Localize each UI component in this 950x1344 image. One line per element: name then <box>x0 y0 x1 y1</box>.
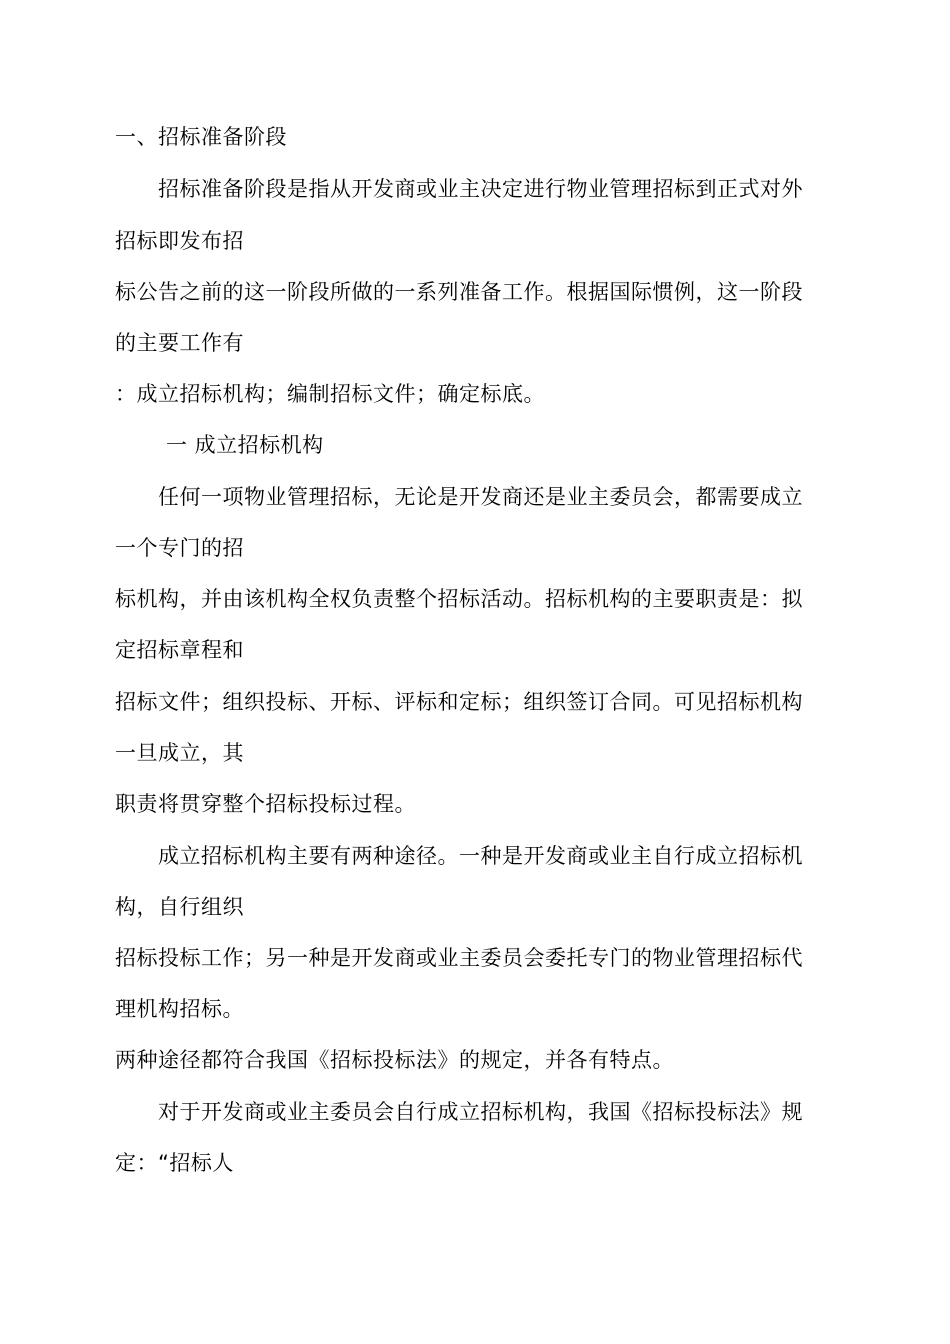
paragraph-line: ：成立招标机构；编制招标文件；确定标底。 <box>115 382 545 406</box>
paragraph-line: 对于开发商或业主委员会自行成立招标机构，我国《招标投标法》规 <box>158 1100 803 1124</box>
paragraph-line: 定：“招标人 <box>115 1151 234 1175</box>
paragraph-line: 标机构，并由该机构全权负责整个招标活动。招标机构的主要职责是：拟 <box>115 587 803 611</box>
paragraph-line: 招标准备阶段是指从开发商或业主决定进行物业管理招标到正式对外 <box>158 177 803 201</box>
paragraph-line: 定招标章程和 <box>115 638 244 662</box>
paragraph-line: 成立招标机构主要有两种途径。一种是开发商或业主自行成立招标机 <box>158 844 803 868</box>
paragraph-line: 标公告之前的这一阶段所做的一系列准备工作。根据国际惯例，这一阶段 <box>115 280 803 304</box>
section-heading: 一、招标准备阶段 <box>115 125 287 149</box>
paragraph-line: 招标文件；组织投标、开标、评标和定标；组织签订合同。可见招标机构 <box>115 690 803 714</box>
paragraph-line: 任何一项物业管理招标，无论是开发商还是业主委员会，都需要成立 <box>158 485 803 509</box>
paragraph-line: 一旦成立，其 <box>115 741 244 765</box>
paragraph-line: 一个专门的招 <box>115 536 244 560</box>
paragraph-line: 构，自行组织 <box>115 895 244 919</box>
paragraph-line: 的主要工作有 <box>115 331 244 355</box>
paragraph-line: 招标即发布招 <box>115 229 244 253</box>
paragraph-line: 两种途径都符合我国《招标投标法》的规定，并各有特点。 <box>115 1048 674 1072</box>
paragraph-line: 招标投标工作；另一种是开发商或业主委员会委托专门的物业管理招标代 <box>115 946 803 970</box>
paragraph-line: 理机构招标。 <box>115 997 244 1021</box>
subsection-heading: 一 成立招标机构 <box>166 433 324 457</box>
paragraph-line: 职责将贯穿整个招标投标过程。 <box>115 792 416 816</box>
